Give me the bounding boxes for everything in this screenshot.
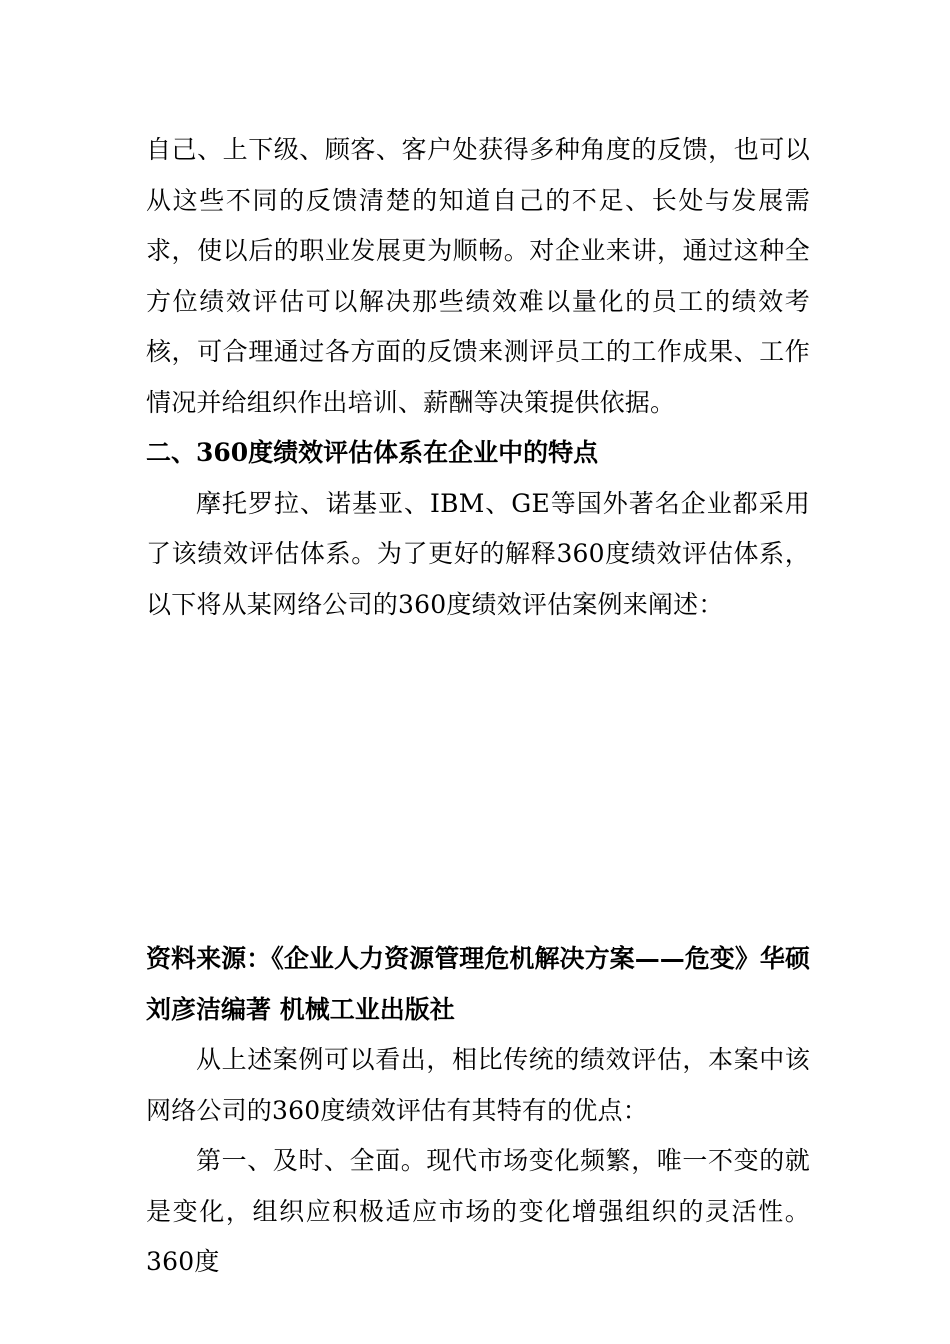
- paragraph-companies: 摩托罗拉、诺基亚、IBM、GE等国外著名企业都采用了该绩效评估体系。为了更好的解释360度绩效评估体系，以下将从某网络公司的360度绩效评估案例来阐述：: [146, 488, 810, 619]
- paragraph-case-conclusion: 从上述案例可以看出，相比传统的绩效评估，本案中该网络公司的360度绩效评估有其特有的优点：: [146, 1045, 810, 1125]
- source-citation: 资料来源：《企业人力资源管理危机解决方案——危变》华硕 刘彦洁编著 机械工业出版社: [146, 944, 810, 1024]
- section-heading-features: 二、360度绩效评估体系在企业中的特点: [146, 438, 599, 467]
- paragraph-feedback-benefits: 自己、上下级、顾客、客户处获得多种角度的反馈，也可以从这些不同的反馈清楚的知道自己的不足、长处与发展需求，使以后的职业发展更为顺畅。对企业来讲，通过这种全方位绩效评估可以解决那些绩效难以量化的员工的绩效考核，可合理通过各方面的反馈来测评员工的工作成果、工作情况并给组织作出培训、薪酬等决策提供依据。: [146, 135, 810, 417]
- document-body: [146, 125, 810, 1288]
- paragraph-first-advantage: 第一、及时、全面。现代市场变化频繁，唯一不变的就是变化，组织应积极适应市场的变化增强组织的灵活性。360度: [146, 1146, 810, 1276]
- blank-case-area: [146, 630, 810, 934]
